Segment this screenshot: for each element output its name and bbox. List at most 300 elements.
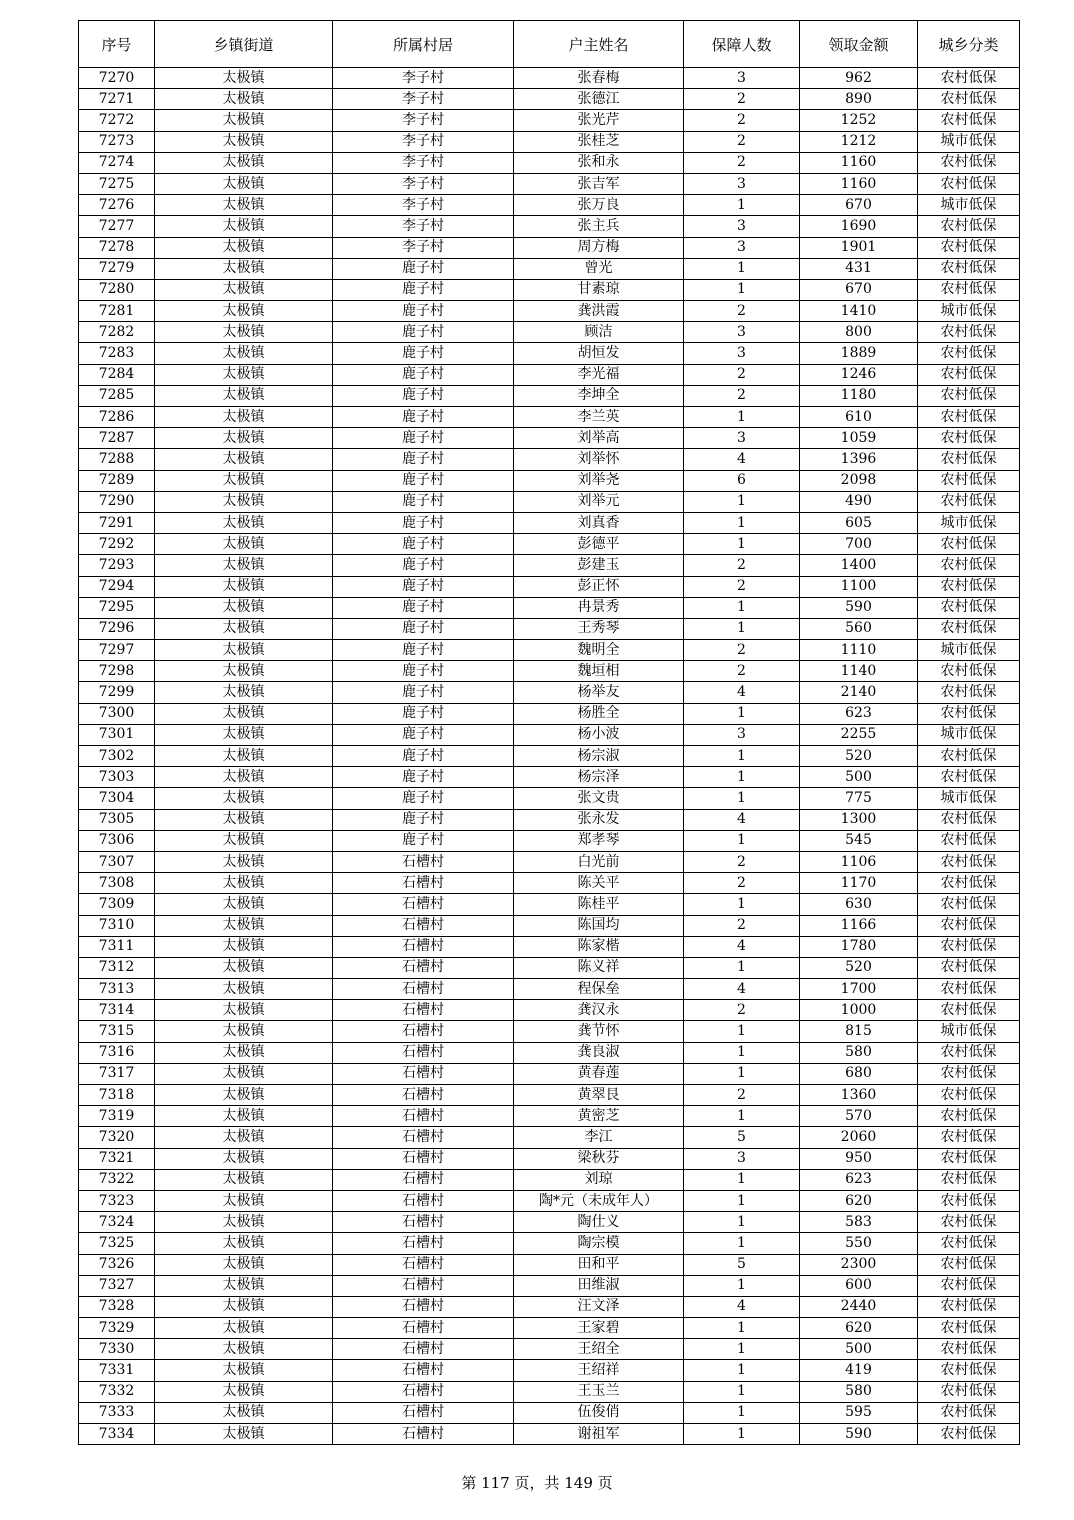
amount-cell: 2140 xyxy=(800,682,918,703)
table-row xyxy=(79,724,1020,745)
township-cell: 太极镇 xyxy=(155,724,333,745)
serial-cell: 7273 xyxy=(79,131,155,152)
householder-cell: 刘琼 xyxy=(514,1169,684,1190)
serial-cell: 7282 xyxy=(79,322,155,343)
table-row xyxy=(79,470,1020,491)
table-row xyxy=(79,237,1020,258)
category-cell: 农村低保 xyxy=(918,851,1020,872)
serial-cell: 7323 xyxy=(79,1190,155,1211)
category-cell: 城市低保 xyxy=(918,724,1020,745)
table-row xyxy=(79,1360,1020,1381)
covered-persons-cell: 3 xyxy=(684,68,800,89)
covered-persons-cell: 2 xyxy=(684,640,800,661)
category-cell: 农村低保 xyxy=(918,915,1020,936)
amount-cell: 500 xyxy=(800,1339,918,1360)
page-footer: 第 117 页，共 149 页 xyxy=(461,1474,613,1492)
table-row xyxy=(79,979,1020,1000)
category-cell: 农村低保 xyxy=(918,279,1020,300)
township-cell: 太极镇 xyxy=(155,1233,333,1254)
amount-cell: 2300 xyxy=(800,1254,918,1275)
category-cell: 农村低保 xyxy=(918,576,1020,597)
covered-persons-cell: 1 xyxy=(684,258,800,279)
table-row xyxy=(79,555,1020,576)
serial-cell: 7300 xyxy=(79,703,155,724)
householder-cell: 龚洪霞 xyxy=(514,301,684,322)
category-cell: 农村低保 xyxy=(918,830,1020,851)
covered-persons-cell: 5 xyxy=(684,1254,800,1275)
village-cell: 石槽村 xyxy=(333,1402,514,1423)
township-cell: 太极镇 xyxy=(155,1402,333,1423)
township-cell: 太极镇 xyxy=(155,894,333,915)
township-cell: 太极镇 xyxy=(155,89,333,110)
township-cell: 太极镇 xyxy=(155,237,333,258)
village-cell: 石槽村 xyxy=(333,1275,514,1296)
township-cell: 太极镇 xyxy=(155,1424,333,1445)
serial-cell: 7301 xyxy=(79,724,155,745)
category-cell: 农村低保 xyxy=(918,110,1020,131)
village-cell: 石槽村 xyxy=(333,1169,514,1190)
relief-roster-table xyxy=(78,20,1020,1445)
amount-cell: 2255 xyxy=(800,724,918,745)
serial-cell: 7285 xyxy=(79,385,155,406)
serial-cell: 7302 xyxy=(79,746,155,767)
table-row xyxy=(79,1212,1020,1233)
village-cell: 石槽村 xyxy=(333,1233,514,1254)
householder-cell: 陶宗模 xyxy=(514,1233,684,1254)
category-cell: 城市低保 xyxy=(918,131,1020,152)
table-row xyxy=(79,1000,1020,1021)
covered-persons-cell: 1 xyxy=(684,1424,800,1445)
township-cell: 太极镇 xyxy=(155,449,333,470)
table-row xyxy=(79,364,1020,385)
table-row xyxy=(79,428,1020,449)
table-row xyxy=(79,682,1020,703)
householder-cell: 杨举友 xyxy=(514,682,684,703)
township-cell: 太极镇 xyxy=(155,936,333,957)
serial-cell: 7272 xyxy=(79,110,155,131)
village-cell: 鹿子村 xyxy=(333,830,514,851)
category-cell: 城市低保 xyxy=(918,640,1020,661)
serial-cell: 7306 xyxy=(79,830,155,851)
header-township: 乡镇街道 xyxy=(155,21,333,68)
table-row xyxy=(79,449,1020,470)
category-cell: 农村低保 xyxy=(918,1190,1020,1211)
category-cell: 农村低保 xyxy=(918,618,1020,639)
serial-cell: 7331 xyxy=(79,1360,155,1381)
serial-cell: 7278 xyxy=(79,237,155,258)
householder-cell: 彭正怀 xyxy=(514,576,684,597)
header-householder: 户主姓名 xyxy=(514,21,684,68)
serial-cell: 7305 xyxy=(79,809,155,830)
table-row xyxy=(79,788,1020,809)
amount-cell: 680 xyxy=(800,1063,918,1084)
covered-persons-cell: 4 xyxy=(684,979,800,1000)
amount-cell: 950 xyxy=(800,1148,918,1169)
covered-persons-cell: 2 xyxy=(684,364,800,385)
householder-cell: 陈关平 xyxy=(514,873,684,894)
village-cell: 鹿子村 xyxy=(333,258,514,279)
table-row xyxy=(79,576,1020,597)
amount-cell: 431 xyxy=(800,258,918,279)
serial-cell: 7333 xyxy=(79,1402,155,1423)
amount-cell: 1106 xyxy=(800,851,918,872)
serial-cell: 7279 xyxy=(79,258,155,279)
amount-cell: 1252 xyxy=(800,110,918,131)
householder-cell: 李光福 xyxy=(514,364,684,385)
category-cell: 城市低保 xyxy=(918,1021,1020,1042)
township-cell: 太极镇 xyxy=(155,682,333,703)
covered-persons-cell: 1 xyxy=(684,279,800,300)
category-cell: 农村低保 xyxy=(918,703,1020,724)
amount-cell: 600 xyxy=(800,1275,918,1296)
category-cell: 农村低保 xyxy=(918,809,1020,830)
householder-cell: 彭德平 xyxy=(514,534,684,555)
householder-cell: 彭建玉 xyxy=(514,555,684,576)
category-cell: 农村低保 xyxy=(918,597,1020,618)
amount-cell: 520 xyxy=(800,957,918,978)
householder-cell: 张永发 xyxy=(514,809,684,830)
village-cell: 鹿子村 xyxy=(333,788,514,809)
category-cell: 农村低保 xyxy=(918,216,1020,237)
table-row xyxy=(79,1148,1020,1169)
township-cell: 太极镇 xyxy=(155,1360,333,1381)
serial-cell: 7286 xyxy=(79,407,155,428)
covered-persons-cell: 2 xyxy=(684,576,800,597)
table-row xyxy=(79,1127,1020,1148)
covered-persons-cell: 4 xyxy=(684,936,800,957)
category-cell: 农村低保 xyxy=(918,1275,1020,1296)
serial-cell: 7313 xyxy=(79,979,155,1000)
householder-cell: 陈国均 xyxy=(514,915,684,936)
serial-cell: 7332 xyxy=(79,1381,155,1402)
covered-persons-cell: 1 xyxy=(684,597,800,618)
village-cell: 鹿子村 xyxy=(333,661,514,682)
covered-persons-cell: 2 xyxy=(684,89,800,110)
serial-cell: 7334 xyxy=(79,1424,155,1445)
village-cell: 石槽村 xyxy=(333,851,514,872)
amount-cell: 623 xyxy=(800,1169,918,1190)
householder-cell: 李江 xyxy=(514,1127,684,1148)
village-cell: 李子村 xyxy=(333,152,514,173)
category-cell: 农村低保 xyxy=(918,873,1020,894)
category-cell: 农村低保 xyxy=(918,979,1020,1000)
householder-cell: 魏垣相 xyxy=(514,661,684,682)
category-cell: 农村低保 xyxy=(918,449,1020,470)
householder-cell: 王玉兰 xyxy=(514,1381,684,1402)
village-cell: 李子村 xyxy=(333,131,514,152)
amount-cell: 620 xyxy=(800,1318,918,1339)
category-cell: 农村低保 xyxy=(918,1106,1020,1127)
serial-cell: 7289 xyxy=(79,470,155,491)
table-row xyxy=(79,491,1020,512)
covered-persons-cell: 6 xyxy=(684,470,800,491)
amount-cell: 1110 xyxy=(800,640,918,661)
amount-cell: 775 xyxy=(800,788,918,809)
township-cell: 太极镇 xyxy=(155,301,333,322)
table-row xyxy=(79,1106,1020,1127)
covered-persons-cell: 2 xyxy=(684,131,800,152)
amount-cell: 583 xyxy=(800,1212,918,1233)
covered-persons-cell: 1 xyxy=(684,1360,800,1381)
serial-cell: 7325 xyxy=(79,1233,155,1254)
township-cell: 太极镇 xyxy=(155,618,333,639)
householder-cell: 杨胜全 xyxy=(514,703,684,724)
amount-cell: 2440 xyxy=(800,1296,918,1317)
serial-cell: 7328 xyxy=(79,1296,155,1317)
serial-cell: 7274 xyxy=(79,152,155,173)
householder-cell: 张桂芝 xyxy=(514,131,684,152)
category-cell: 农村低保 xyxy=(918,1212,1020,1233)
village-cell: 石槽村 xyxy=(333,1042,514,1063)
amount-cell: 520 xyxy=(800,746,918,767)
amount-cell: 962 xyxy=(800,68,918,89)
serial-cell: 7326 xyxy=(79,1254,155,1275)
amount-cell: 1300 xyxy=(800,809,918,830)
table-row xyxy=(79,173,1020,194)
amount-cell: 570 xyxy=(800,1106,918,1127)
category-cell: 农村低保 xyxy=(918,746,1020,767)
township-cell: 太极镇 xyxy=(155,1169,333,1190)
covered-persons-cell: 4 xyxy=(684,1296,800,1317)
householder-cell: 伍俊俏 xyxy=(514,1402,684,1423)
village-cell: 石槽村 xyxy=(333,979,514,1000)
covered-persons-cell: 2 xyxy=(684,555,800,576)
table-row xyxy=(79,894,1020,915)
covered-persons-cell: 1 xyxy=(684,1190,800,1211)
category-cell: 农村低保 xyxy=(918,1063,1020,1084)
category-cell: 农村低保 xyxy=(918,767,1020,788)
amount-cell: 1396 xyxy=(800,449,918,470)
table-row xyxy=(79,152,1020,173)
table-row xyxy=(79,767,1020,788)
amount-cell: 1160 xyxy=(800,173,918,194)
table-row xyxy=(79,915,1020,936)
table-row xyxy=(79,640,1020,661)
amount-cell: 2060 xyxy=(800,1127,918,1148)
serial-cell: 7308 xyxy=(79,873,155,894)
amount-cell: 1059 xyxy=(800,428,918,449)
header-amount: 领取金额 xyxy=(800,21,918,68)
householder-cell: 陶*元（未成年人） xyxy=(514,1190,684,1211)
village-cell: 石槽村 xyxy=(333,1063,514,1084)
serial-cell: 7299 xyxy=(79,682,155,703)
serial-cell: 7297 xyxy=(79,640,155,661)
amount-cell: 2098 xyxy=(800,470,918,491)
township-cell: 太极镇 xyxy=(155,407,333,428)
serial-cell: 7321 xyxy=(79,1148,155,1169)
amount-cell: 580 xyxy=(800,1381,918,1402)
householder-cell: 刘真香 xyxy=(514,512,684,533)
village-cell: 石槽村 xyxy=(333,1360,514,1381)
householder-cell: 陈义祥 xyxy=(514,957,684,978)
serial-cell: 7294 xyxy=(79,576,155,597)
category-cell: 农村低保 xyxy=(918,173,1020,194)
householder-cell: 龚良淑 xyxy=(514,1042,684,1063)
covered-persons-cell: 1 xyxy=(684,1402,800,1423)
covered-persons-cell: 3 xyxy=(684,173,800,194)
covered-persons-cell: 2 xyxy=(684,1000,800,1021)
householder-cell: 胡恒发 xyxy=(514,343,684,364)
householder-cell: 刘举元 xyxy=(514,491,684,512)
householder-cell: 张万良 xyxy=(514,195,684,216)
table-row xyxy=(79,1190,1020,1211)
table-row xyxy=(79,279,1020,300)
village-cell: 石槽村 xyxy=(333,1190,514,1211)
village-cell: 李子村 xyxy=(333,110,514,131)
category-cell: 农村低保 xyxy=(918,152,1020,173)
category-cell: 农村低保 xyxy=(918,68,1020,89)
amount-cell: 1360 xyxy=(800,1085,918,1106)
covered-persons-cell: 2 xyxy=(684,1085,800,1106)
category-cell: 农村低保 xyxy=(918,385,1020,406)
table-row xyxy=(79,1318,1020,1339)
village-cell: 李子村 xyxy=(333,173,514,194)
township-cell: 太极镇 xyxy=(155,809,333,830)
township-cell: 太极镇 xyxy=(155,385,333,406)
village-cell: 石槽村 xyxy=(333,1254,514,1275)
amount-cell: 1780 xyxy=(800,936,918,957)
householder-cell: 谢祖军 xyxy=(514,1424,684,1445)
village-cell: 鹿子村 xyxy=(333,470,514,491)
serial-cell: 7311 xyxy=(79,936,155,957)
covered-persons-cell: 1 xyxy=(684,512,800,533)
amount-cell: 815 xyxy=(800,1021,918,1042)
township-cell: 太极镇 xyxy=(155,364,333,385)
category-cell: 农村低保 xyxy=(918,1169,1020,1190)
village-cell: 石槽村 xyxy=(333,1212,514,1233)
village-cell: 石槽村 xyxy=(333,1000,514,1021)
serial-cell: 7324 xyxy=(79,1212,155,1233)
covered-persons-cell: 2 xyxy=(684,110,800,131)
covered-persons-cell: 2 xyxy=(684,152,800,173)
covered-persons-cell: 2 xyxy=(684,873,800,894)
township-cell: 太极镇 xyxy=(155,1127,333,1148)
householder-cell: 陈家楷 xyxy=(514,936,684,957)
category-cell: 农村低保 xyxy=(918,1339,1020,1360)
covered-persons-cell: 2 xyxy=(684,385,800,406)
township-cell: 太极镇 xyxy=(155,873,333,894)
amount-cell: 1400 xyxy=(800,555,918,576)
village-cell: 鹿子村 xyxy=(333,449,514,470)
township-cell: 太极镇 xyxy=(155,1148,333,1169)
township-cell: 太极镇 xyxy=(155,1042,333,1063)
covered-persons-cell: 1 xyxy=(684,746,800,767)
householder-cell: 白光前 xyxy=(514,851,684,872)
householder-cell: 甘素琼 xyxy=(514,279,684,300)
householder-cell: 张和永 xyxy=(514,152,684,173)
amount-cell: 490 xyxy=(800,491,918,512)
serial-cell: 7320 xyxy=(79,1127,155,1148)
village-cell: 石槽村 xyxy=(333,957,514,978)
village-cell: 石槽村 xyxy=(333,915,514,936)
table-row xyxy=(79,936,1020,957)
village-cell: 鹿子村 xyxy=(333,407,514,428)
serial-cell: 7290 xyxy=(79,491,155,512)
householder-cell: 王家碧 xyxy=(514,1318,684,1339)
table-row xyxy=(79,1021,1020,1042)
covered-persons-cell: 3 xyxy=(684,724,800,745)
township-cell: 太极镇 xyxy=(155,512,333,533)
table-row xyxy=(79,661,1020,682)
township-cell: 太极镇 xyxy=(155,555,333,576)
township-cell: 太极镇 xyxy=(155,1021,333,1042)
amount-cell: 560 xyxy=(800,618,918,639)
category-cell: 农村低保 xyxy=(918,428,1020,449)
serial-cell: 7283 xyxy=(79,343,155,364)
village-cell: 李子村 xyxy=(333,216,514,237)
category-cell: 农村低保 xyxy=(918,1360,1020,1381)
township-cell: 太极镇 xyxy=(155,470,333,491)
householder-cell: 汪文泽 xyxy=(514,1296,684,1317)
householder-cell: 黄翠艮 xyxy=(514,1085,684,1106)
covered-persons-cell: 1 xyxy=(684,195,800,216)
covered-persons-cell: 1 xyxy=(684,1381,800,1402)
village-cell: 鹿子村 xyxy=(333,724,514,745)
village-cell: 李子村 xyxy=(333,68,514,89)
header-village: 所属村居 xyxy=(333,21,514,68)
householder-cell: 张主兵 xyxy=(514,216,684,237)
amount-cell: 590 xyxy=(800,1424,918,1445)
table-row xyxy=(79,809,1020,830)
householder-cell: 黄密芝 xyxy=(514,1106,684,1127)
table-row xyxy=(79,1233,1020,1254)
village-cell: 石槽村 xyxy=(333,1381,514,1402)
category-cell: 农村低保 xyxy=(918,1148,1020,1169)
amount-cell: 620 xyxy=(800,1190,918,1211)
category-cell: 农村低保 xyxy=(918,1127,1020,1148)
village-cell: 鹿子村 xyxy=(333,364,514,385)
category-cell: 农村低保 xyxy=(918,661,1020,682)
serial-cell: 7322 xyxy=(79,1169,155,1190)
table-row xyxy=(79,110,1020,131)
township-cell: 太极镇 xyxy=(155,830,333,851)
serial-cell: 7270 xyxy=(79,68,155,89)
serial-cell: 7280 xyxy=(79,279,155,300)
table-row xyxy=(79,534,1020,555)
township-cell: 太极镇 xyxy=(155,957,333,978)
township-cell: 太极镇 xyxy=(155,746,333,767)
amount-cell: 605 xyxy=(800,512,918,533)
householder-cell: 曾光 xyxy=(514,258,684,279)
township-cell: 太极镇 xyxy=(155,131,333,152)
amount-cell: 580 xyxy=(800,1042,918,1063)
householder-cell: 刘举尧 xyxy=(514,470,684,491)
category-cell: 农村低保 xyxy=(918,407,1020,428)
householder-cell: 冉景秀 xyxy=(514,597,684,618)
covered-persons-cell: 4 xyxy=(684,449,800,470)
header-serial: 序号 xyxy=(79,21,155,68)
amount-cell: 1901 xyxy=(800,237,918,258)
amount-cell: 1100 xyxy=(800,576,918,597)
category-cell: 农村低保 xyxy=(918,957,1020,978)
amount-cell: 700 xyxy=(800,534,918,555)
village-cell: 鹿子村 xyxy=(333,534,514,555)
householder-cell: 杨宗泽 xyxy=(514,767,684,788)
category-cell: 农村低保 xyxy=(918,364,1020,385)
village-cell: 鹿子村 xyxy=(333,301,514,322)
serial-cell: 7287 xyxy=(79,428,155,449)
township-cell: 太极镇 xyxy=(155,110,333,131)
category-cell: 农村低保 xyxy=(918,534,1020,555)
amount-cell: 1700 xyxy=(800,979,918,1000)
householder-cell: 田维淑 xyxy=(514,1275,684,1296)
serial-cell: 7281 xyxy=(79,301,155,322)
township-cell: 太极镇 xyxy=(155,1339,333,1360)
amount-cell: 1170 xyxy=(800,873,918,894)
serial-cell: 7309 xyxy=(79,894,155,915)
township-cell: 太极镇 xyxy=(155,1212,333,1233)
township-cell: 太极镇 xyxy=(155,152,333,173)
